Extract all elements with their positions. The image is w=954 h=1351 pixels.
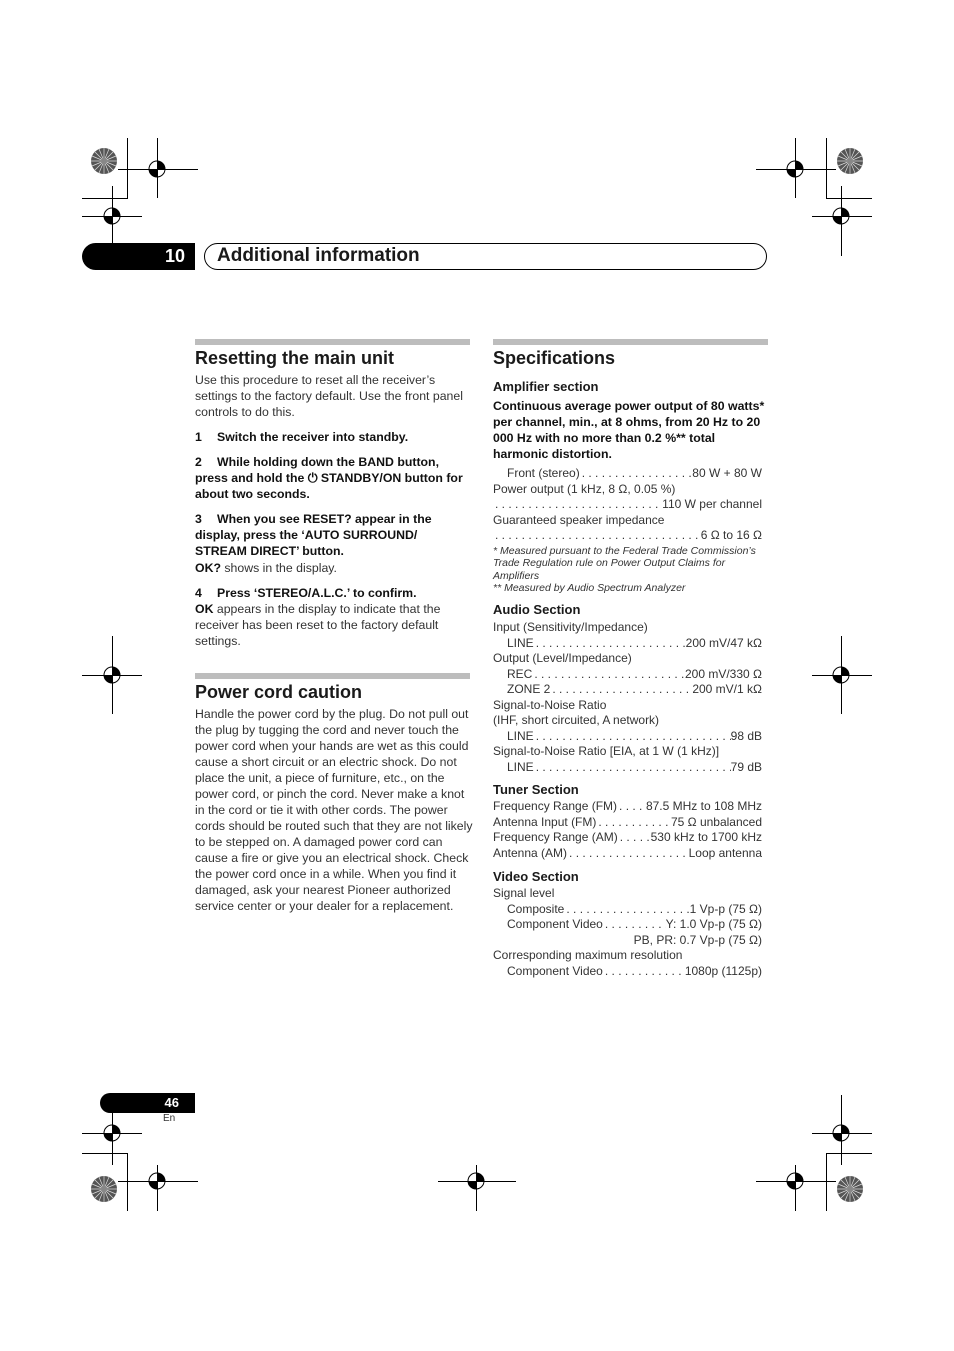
registration-mark-icon: [822, 656, 860, 694]
registration-mark-icon: [776, 1162, 814, 1200]
audio-title: Audio Section: [493, 602, 581, 617]
spec-label: Power output (1 kHz, 8 Ω, 0.05 %): [493, 481, 676, 496]
registration-mark-icon: [93, 1114, 131, 1152]
registration-mark-icon: [138, 150, 176, 188]
spec-row: LINE . . . 98 dB: [493, 729, 762, 745]
spec-row: LINE . . . 200 mV/47 kΩ: [493, 636, 762, 652]
rosette-icon: [836, 1175, 864, 1203]
reset-step-1: 1 Switch the receiver into standby.: [195, 430, 409, 444]
registration-mark-icon: [457, 1162, 495, 1200]
spec-row: . . . 110 W per channel: [493, 497, 762, 513]
registration-mark-icon: [822, 197, 860, 235]
spec-row: Component Video . . . 1080p (1125p): [493, 964, 762, 980]
video-specs: Signal level Composite . . . 1 Vp-p (75 Ω) Component Video . . . Y: 1.0 Vp-p (75 Ω) PB, PR: 0.7 Vp-p (75 Ω) Corresponding maximum resolution Component Video . . . 1080p (1125p): [493, 886, 762, 979]
chapter-title: Additional information: [217, 245, 420, 266]
power-body: Handle the power cord by the plug. Do not pull out the plug by tugging the cord and never touch the power cord when your hands are wet as this could cause a short circuit or an electric shock. Do not place the unit, a piece of furniture, etc., on the power cord, or pinch the cord. Never make a knot in the cord or tie it with other cords. The power cords should be routed such that they are not likely to be stepped on. A damaged power cord can cause a fire or give you an electrical shock. Check the power cord once in a while. When you find it damaged, ask your nearest Pioneer authorized service center or your dealer for a replacement.: [195, 707, 473, 913]
amp-specs: [493, 466, 762, 595]
footnote: ** Measured by Audio Spectrum Analyzer: [493, 582, 686, 594]
audio-specs: Input (Sensitivity/Impedance) LINE . . . 200 mV/47 kΩ Output (Level/Impedance) REC . . . 200 mV/330 Ω ZONE 2 . . . 200 mV/1 kΩ Signal-to-Noise Ratio (IHF, short circuited, A network) LINE . . . 98 dB Signal-to-Noise Ratio [EIA, at 1 W (1 kHz)] LINE . . . 79 dB: [493, 620, 762, 775]
video-title: Video Section: [493, 869, 579, 884]
reset-step-2: 2 While holding down the BAND button, press and hold the ⏻ STANDBY/ON button for about two seconds.: [195, 455, 463, 501]
spec-row: Composite . . . 1 Vp-p (75 Ω): [493, 902, 762, 918]
amp-title: Amplifier section: [493, 379, 599, 394]
reset-heading: Resetting the main unit: [195, 348, 395, 368]
registration-mark-icon: [822, 1114, 860, 1152]
page-number: 46: [100, 1093, 195, 1113]
spec-row: Front (stereo) . . . 80 W + 80 W: [493, 466, 762, 482]
reset-step-3-result: OK? shows in the display.: [195, 561, 337, 575]
registration-mark-icon: [138, 1162, 176, 1200]
reset-step-4: 4 Press ‘STEREO/A.L.C.’ to confirm.: [195, 586, 417, 600]
spec-row: Antenna (AM) . . . Loop antenna: [493, 846, 762, 862]
section-bar: [195, 673, 470, 679]
registration-mark-icon: [93, 197, 131, 235]
rosette-icon: [90, 1175, 118, 1203]
chapter-number: 10: [82, 243, 195, 270]
spec-label: Guaranteed speaker impedance: [493, 512, 665, 527]
amp-lead: Continuous average power output of 80 watts* per channel, min., at 8 ohms, from 20 Hz to 20 000 Hz with no more than 0.2 %** total harmonic distortion.: [493, 399, 765, 461]
spec-row: . . . 6 Ω to 16 Ω: [493, 528, 762, 544]
reset-intro: Use this procedure to reset all the receiver’s settings to the factory default. Use the front panel controls to do this.: [195, 373, 463, 419]
tuner-specs: [493, 799, 762, 861]
spec-row: LINE . . . 79 dB: [493, 760, 762, 776]
section-bar: [195, 339, 470, 345]
footnote: * Measured pursuant to the Federal Trade Commission’s Trade Regulation rule on Power Output Claims for Amplifiers: [493, 544, 756, 582]
specs-heading: Specifications: [493, 348, 616, 368]
spec-row: Component Video . . . Y: 1.0 Vp-p (75 Ω): [493, 917, 762, 933]
spec-row: ZONE 2 . . . 200 mV/1 kΩ: [493, 682, 762, 698]
reset-step-3: 3 When you see RESET? appear in the display, press the ‘AUTO SURROUND/ STREAM DIRECT’ button.: [195, 512, 432, 558]
spec-row: Frequency Range (AM) . . . 530 kHz to 1700 kHz: [493, 830, 762, 846]
registration-mark-icon: [776, 150, 814, 188]
registration-mark-icon: [93, 656, 131, 694]
spec-row: Antenna Input (FM) . . . 75 Ω unbalanced: [493, 815, 762, 831]
language-code: En: [163, 1113, 176, 1124]
section-bar: [493, 339, 768, 345]
rosette-icon: [90, 147, 118, 175]
reset-step-4-result: OK appears in the display to indicate that the receiver has been reset to the factory default settings.: [195, 602, 441, 648]
spec-row: REC . . . 200 mV/330 Ω: [493, 667, 762, 683]
spec-row: Frequency Range (FM) . . . 87.5 MHz to 108 MHz: [493, 799, 762, 815]
power-heading: Power cord caution: [195, 682, 363, 702]
rosette-icon: [836, 147, 864, 175]
tuner-title: Tuner Section: [493, 782, 579, 797]
